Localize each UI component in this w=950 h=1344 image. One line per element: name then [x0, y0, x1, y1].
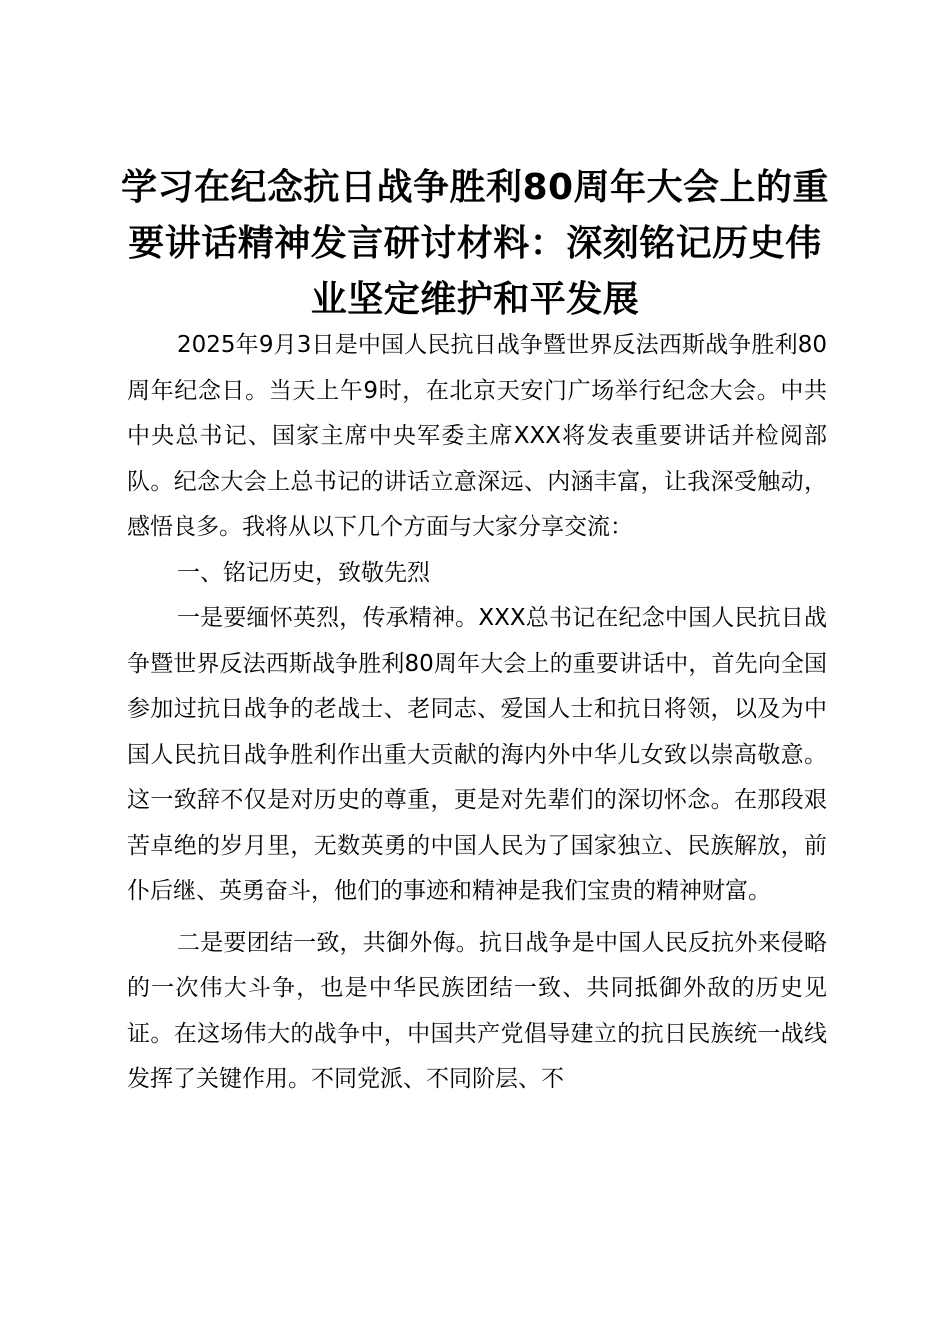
- intro-paragraph: 2025年9月3日是中国人民抗日战争暨世界反法西斯战争胜利80周年纪念日。当天上午9时，在北京天安门广场举行纪念大会。中共中央总书记、国家主席中央军委主席XXX将发表重要讲话并检阅部队。纪念大会上总书记的讲话立意深远、内涵丰富，让我深受触动，感悟良多。我将从以下几个方面与大家分享交流：: [127, 332, 827, 540]
- body-paragraph: 二是要团结一致，共御外侮。抗日战争是中国人民反抗外来侵略的一次伟大斗争，也是中华民族团结一致、共同抵御外敌的历史见证。在这场伟大的战争中，中国共产党倡导建立的抗日民族统一战线发挥了关键作用。不同党派、不同阶层、不: [127, 929, 827, 1092]
- body-paragraph: 一是要缅怀英烈，传承精神。XXX总书记在纪念中国人民抗日战争暨世界反法西斯战争胜利80周年大会上的重要讲话中，首先向全国参加过抗日战争的老战士、老同志、爱国人士和抗日将领，以及为中国人民抗日战争胜利作出重大贡献的海内外中华儿女致以崇高敬意。这一致辞不仅是对历史的尊重，更是对先辈们的深切怀念。在那段艰苦卓绝的岁月里，无数英勇的中国人民为了国家独立、民族解放，前仆后继、英勇奋斗，他们的事迹和精神是我们宝贵的精神财富。: [127, 605, 827, 904]
- section-heading: 一、铭记历史，致敬先烈: [177, 559, 430, 586]
- document-title: 学习在纪念抗日战争胜利80周年大会上的重要讲话精神发言研讨材料：深刻铭记历史伟业坚定维护和平发展: [120, 167, 830, 320]
- document-body: [127, 323, 827, 1103]
